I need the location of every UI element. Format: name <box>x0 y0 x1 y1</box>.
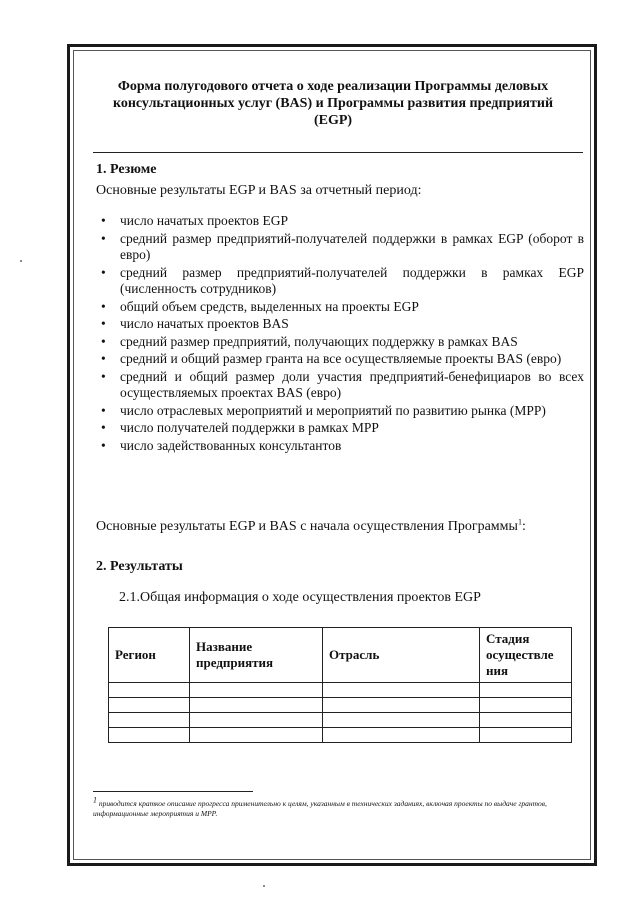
table-row <box>109 698 572 713</box>
bullet-item <box>96 265 584 298</box>
bullet-text: средний размер предприятий-получателей поддержки в рамках EGP (оборот в евро) <box>120 230 584 262</box>
results-bullet-list <box>96 213 584 455</box>
scan-speck <box>20 260 22 262</box>
section-1-heading: 1. Резюме <box>96 162 157 177</box>
since-start-colon: : <box>521 519 526 534</box>
bullet-text: общий объем средств, выделенных на проекты EGP <box>120 298 419 314</box>
bullet-glyph: • <box>101 333 106 349</box>
footnote <box>93 795 585 819</box>
egp-projects-table <box>108 627 572 743</box>
footnote-reference: 1 <box>517 517 522 527</box>
since-start-text: Основные результаты EGP и BAS с начала осуществления Программы <box>96 519 518 534</box>
table-cell <box>109 713 190 728</box>
table-cell <box>190 713 323 728</box>
bullet-text: средний и общий размер доли участия предприятий-бенефициаров во всех осуществляемых проектах BAS (евро) <box>120 368 584 400</box>
bullet-text: средний размер предприятий, получающих поддержку в рамках BAS <box>120 333 518 349</box>
table-cell <box>323 698 480 713</box>
bullet-text: число начатых проектов EGP <box>120 213 289 228</box>
table-cell <box>190 698 323 713</box>
bullet-item <box>96 403 584 420</box>
title-divider <box>93 152 583 153</box>
table-row <box>109 683 572 698</box>
bullet-item <box>96 351 584 368</box>
table-cell <box>480 728 572 743</box>
footnote-text: приводится краткое описание прогресса применительно к целям, указанным в технических заданиях, включая проекты по выдаче грантов, информационные мероприятия и МРР. <box>93 799 547 818</box>
bullet-glyph: • <box>101 420 106 435</box>
bullet-item <box>96 369 584 402</box>
bullet-glyph: • <box>101 402 106 418</box>
footnote-mark: 1 <box>93 795 97 805</box>
footnote-divider <box>93 791 253 792</box>
column-header-region: Регион <box>109 628 190 683</box>
table-cell <box>480 698 572 713</box>
table-cell <box>480 683 572 698</box>
bullet-item <box>96 316 584 333</box>
bullet-item <box>96 299 584 316</box>
since-start-paragraph <box>96 518 526 535</box>
bullet-item <box>96 213 584 230</box>
bullet-glyph: • <box>101 298 106 314</box>
bullet-text: число начатых проектов BAS <box>120 316 289 331</box>
document-title: Форма полугодового отчета о ходе реализации Программы деловых консультационных услуг (BAS) и Программы развития предприятий (EGP) <box>112 79 554 128</box>
section-1-intro: Основные результаты EGP и BAS за отчетный период: <box>96 183 422 198</box>
bullet-text: число отраслевых мероприятий и мероприятий по развитию рынка (МРР) <box>120 402 546 418</box>
table-cell <box>109 728 190 743</box>
column-header-industry: Отрасль <box>323 628 480 683</box>
table-body <box>109 683 572 743</box>
bullet-item <box>96 334 584 351</box>
bullet-glyph: • <box>101 368 106 384</box>
column-header-company-name: Название предприятия <box>190 628 323 683</box>
bullet-glyph: • <box>101 351 106 366</box>
table-cell <box>323 683 480 698</box>
table-header-row <box>109 628 572 683</box>
table-row <box>109 713 572 728</box>
column-header-stage: Стадия осуществле ния <box>480 628 572 683</box>
table-cell <box>109 698 190 713</box>
bullet-text: число получателей поддержки в рамках МРР <box>120 420 379 435</box>
bullet-text: средний и общий размер гранта на все осуществляемые проекты BAS (евро) <box>120 351 562 366</box>
table-cell <box>190 728 323 743</box>
bullet-item <box>96 420 584 437</box>
section-2-heading: 2. Результаты <box>96 559 183 574</box>
table-cell <box>109 683 190 698</box>
bullet-glyph: • <box>101 437 106 453</box>
table-cell <box>323 713 480 728</box>
bullet-glyph: • <box>101 230 106 246</box>
bullet-text: число задействованных консультантов <box>120 437 342 453</box>
bullet-text: средний размер предприятий-получателей поддержки в рамках EGP (численность сотрудников) <box>120 264 584 296</box>
scan-speck <box>263 885 265 887</box>
bullet-glyph: • <box>101 316 106 331</box>
bullet-glyph: • <box>101 213 106 228</box>
table-row <box>109 728 572 743</box>
bullet-item <box>96 438 584 455</box>
section-2-1-heading: 2.1.Общая информация о ходе осуществления проектов EGP <box>119 590 481 605</box>
table-cell <box>480 713 572 728</box>
table-cell <box>323 728 480 743</box>
bullet-item <box>96 231 584 264</box>
bullet-glyph: • <box>101 264 106 280</box>
table-cell <box>190 683 323 698</box>
